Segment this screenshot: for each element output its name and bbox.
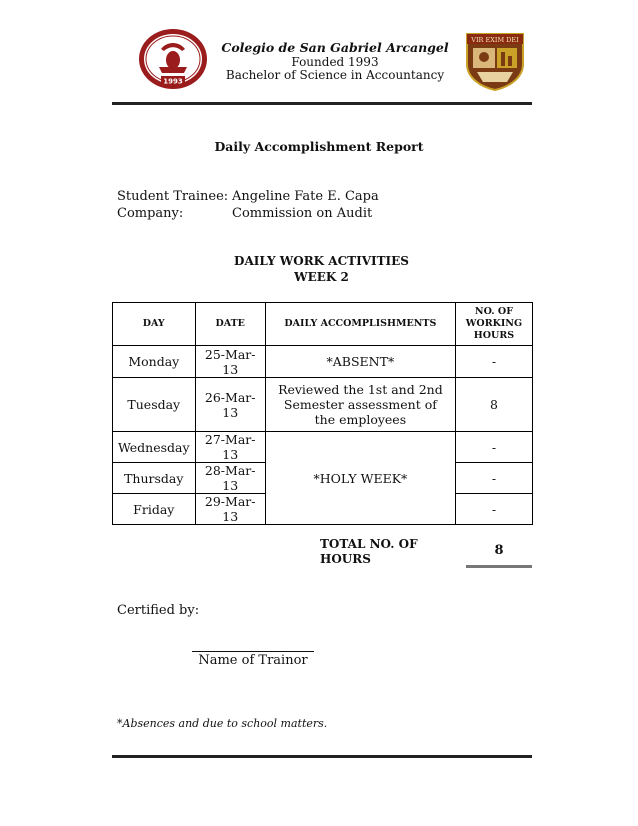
activities-table (112, 302, 533, 525)
certified-by-label: Certified by: (117, 603, 200, 618)
header-divider (112, 102, 532, 105)
total-hours-label: TOTAL NO. OF HOURS (320, 537, 418, 566)
col-header-date: DATE (195, 303, 265, 346)
footnote: *Absences and due to school matters. (117, 717, 328, 730)
accomplishment-cell: Reviewed the 1st and 2nd Semester assessment of the employees (265, 378, 455, 432)
program-name: Bachelor of Science in Accountancy (225, 68, 445, 82)
seal-year: 1993 (163, 77, 183, 86)
date-cell: 26-Mar-13 (195, 378, 265, 432)
trainee-label: Student Trainee: (117, 189, 229, 204)
col-header-day: DAY (113, 303, 196, 346)
table-row (113, 378, 533, 432)
week-heading: WEEK 2 (294, 270, 349, 284)
hours-cell: - (455, 432, 532, 463)
total-hours-value: 8 (494, 543, 504, 558)
hours-cell: - (455, 346, 532, 378)
trainor-name-label: Name of Trainor (198, 653, 308, 668)
college-seal-logo (137, 27, 209, 91)
accomplishment-cell: *ABSENT* (265, 346, 455, 378)
date-cell: 28-Mar-13 (195, 463, 265, 494)
college-name: Colegio de San Gabriel Arcangel (221, 40, 449, 55)
table-row (113, 432, 533, 463)
day-cell: Friday (113, 494, 196, 525)
hours-cell: - (455, 463, 532, 494)
accomplishment-cell-merged: *HOLY WEEK* (265, 432, 455, 525)
table-header-row (113, 303, 533, 346)
section-heading: DAILY WORK ACTIVITIES (234, 254, 409, 268)
hours-cell: - (455, 494, 532, 525)
day-cell: Tuesday (113, 378, 196, 432)
signature-line (192, 651, 314, 652)
total-underline (466, 565, 532, 568)
date-cell: 25-Mar-13 (195, 346, 265, 378)
company-label: Company: (117, 206, 184, 221)
date-cell: 29-Mar-13 (195, 494, 265, 525)
trainee-name: Angeline Fate E. Capa (232, 189, 379, 204)
day-cell: Monday (113, 346, 196, 378)
report-title: Daily Accomplishment Report (214, 139, 424, 154)
company-name: Commission on Audit (232, 206, 373, 221)
col-header-accomplishments: DAILY ACCOMPLISHMENTS (265, 303, 455, 346)
day-cell: Thursday (113, 463, 196, 494)
hours-cell: 8 (455, 378, 532, 432)
table-row (113, 346, 533, 378)
footer-divider (112, 755, 532, 758)
col-header-hours: NO. OF WORKING HOURS (455, 303, 532, 346)
date-cell: 27-Mar-13 (195, 432, 265, 463)
day-cell: Wednesday (113, 432, 196, 463)
logo-motto: VIR EXIM DEI (471, 36, 519, 44)
founded-year: Founded 1993 (291, 55, 379, 69)
department-logo (463, 30, 527, 92)
